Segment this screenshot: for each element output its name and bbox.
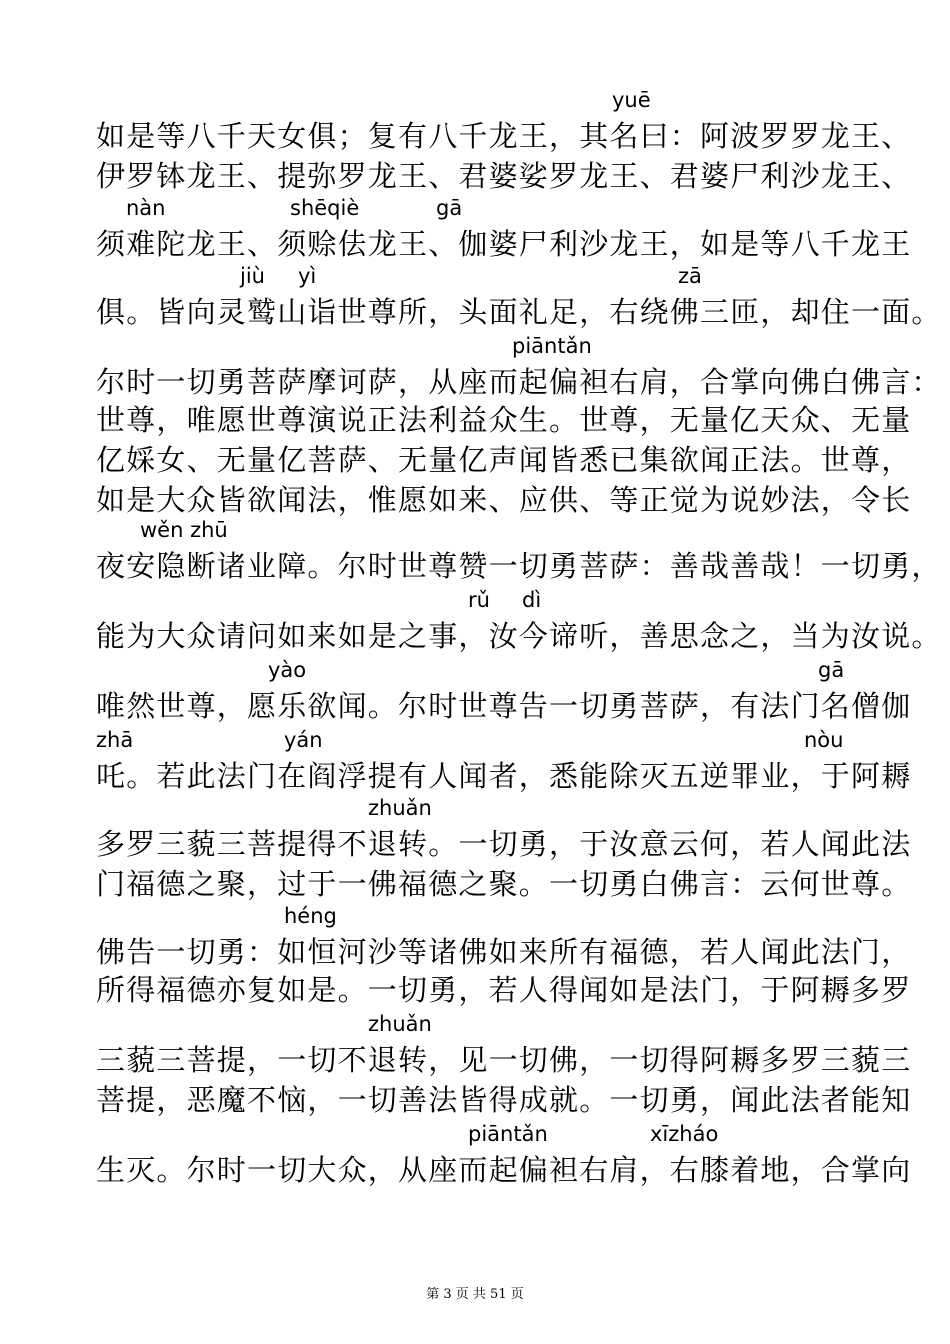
pinyin-annotation: zā xyxy=(678,264,702,288)
text-line: 佛告一切勇：如恒河沙等诸佛如来所有福德，若人闻此法门， xyxy=(96,935,912,969)
pinyin-annotation: rǔ xyxy=(468,588,490,612)
text-line: 吒。若此法门在阎浮提有人闻者，悉能除灭五逆罪业，于阿耨 xyxy=(96,759,912,793)
text-line: 须难陀龙王、须赊佉龙王、伽婆尸利沙龙王，如是等八千龙王 xyxy=(96,227,912,261)
text-line: 门福德之聚，过于一佛福德之聚。一切勇白佛言：云何世尊。 xyxy=(96,867,912,901)
pinyin-annotation: yào xyxy=(268,658,307,682)
pinyin-annotation: piāntǎn xyxy=(468,1122,548,1146)
page-footer: 第 3 页 共 51 页 xyxy=(426,1287,524,1302)
text-line: 能为大众请问如来如是之事，汝今谛听，善思念之，当为汝说。 xyxy=(96,619,942,653)
text-line: 唯然世尊，愿乐欲闻。尔时世尊告一切勇菩萨，有法门名僧伽 xyxy=(96,689,912,723)
text-line: 尔时一切勇菩萨摩诃萨，从座而起偏袒右肩，合掌向佛白佛言： xyxy=(96,365,942,399)
pinyin-annotation: dì xyxy=(522,588,542,612)
pinyin-annotation: nàn xyxy=(126,196,166,220)
pinyin-annotation: héng xyxy=(284,904,337,928)
text-line: 多罗三藐三菩提得不退转。一切勇，于汝意云何，若人闻此法 xyxy=(96,827,912,861)
text-line: 伊罗钵龙王、提弥罗龙王、君婆娑罗龙王、君婆尸利沙龙王、 xyxy=(96,159,912,193)
pinyin-annotation: shēqiè xyxy=(290,196,360,220)
pinyin-annotation: yuē xyxy=(612,88,651,112)
pinyin-annotation: yán xyxy=(284,728,323,752)
text-line: 三藐三菩提，一切不退转，见一切佛，一切得阿耨多罗三藐三 xyxy=(96,1043,912,1077)
pinyin-annotation: jiù xyxy=(240,264,265,288)
pinyin-annotation: zhuǎn xyxy=(368,1012,432,1036)
text-line: 如是等八千天女俱；复有八千龙王，其名曰：阿波罗罗龙王、 xyxy=(96,119,912,153)
pinyin-annotation: zhuǎn xyxy=(368,796,432,820)
pinyin-annotation: gā xyxy=(818,658,845,682)
text-line: 亿婇女、无量亿菩萨、无量亿声闻皆悉已集欲闻正法。世尊， xyxy=(96,443,912,477)
pinyin-annotation: yì xyxy=(298,264,317,288)
pinyin-annotation: zhā xyxy=(96,728,134,752)
pinyin-annotation: gā xyxy=(436,196,463,220)
text-line: 所得福德亦复如是。一切勇，若人得闻如是法门，于阿耨多罗 xyxy=(96,973,912,1007)
pinyin-annotation: wěn zhū xyxy=(140,518,228,542)
text-line: 生灭。尔时一切大众，从座而起偏袒右肩，右膝着地，合掌向 xyxy=(96,1153,912,1187)
pinyin-annotation: nòu xyxy=(804,728,844,752)
text-line: 俱。皆向灵鹫山诣世尊所，头面礼足，右绕佛三匝，却住一面。 xyxy=(96,295,942,329)
pinyin-annotation: xīzháo xyxy=(650,1122,719,1146)
text-line: 如是大众皆欲闻法，惟愿如来、应供、等正觉为说妙法，令长 xyxy=(96,483,912,517)
text-line: 菩提，恶魔不恼，一切善法皆得成就。一切勇，闻此法者能知 xyxy=(96,1083,912,1117)
text-line: 世尊，唯愿世尊演说正法利益众生。世尊，无量亿天众、无量 xyxy=(96,403,912,437)
pinyin-annotation: piāntǎn xyxy=(512,334,592,358)
text-line: 夜安隐断诸业障。尔时世尊赞一切勇菩萨：善哉善哉！一切勇， xyxy=(96,549,942,583)
